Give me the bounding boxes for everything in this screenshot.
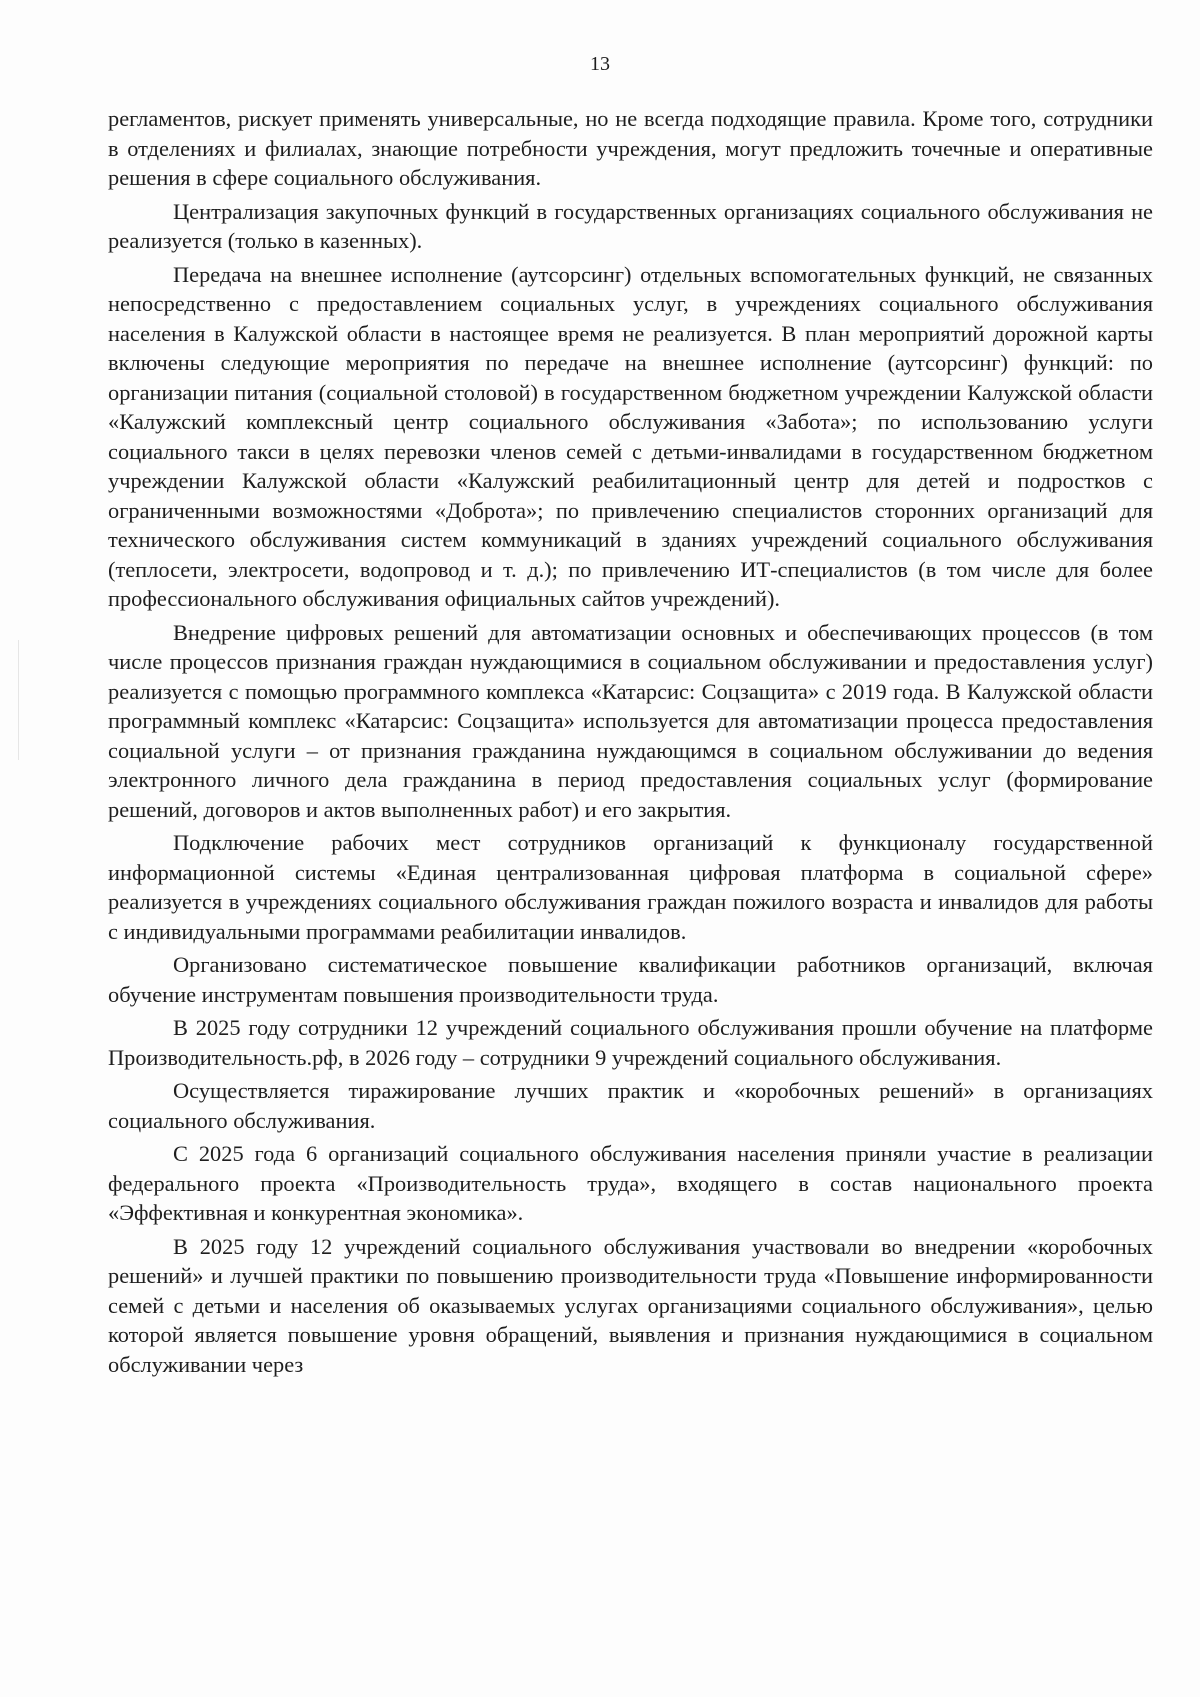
paragraph: Передача на внешнее исполнение (аутсорсинг) отдельных вспомогательных функций, не связанных непосредственно с предоставлением социальных услуг, в учреждениях социального обслуживания населения в Калужской области в настоящее время не реализуется. В план мероприятий дорожной карты включены следующие мероприятия по передаче на внешнее исполнение (аутсорсинг) функций: по организации питания (социальной столовой) в государственном бюджетном учреждении Калужской области «Калужский комплексный центр социального обслуживания «Забота»; по использованию услуги социального такси в целях перевозки членов семей с детьми-инвалидами в государственном бюджетном учреждении Калужской области «Калужский реабилитационный центр для детей и подростков с ограниченными возможностями «Доброта»; по привлечению специалистов сторонних организаций для технического обслуживания систем коммуникаций в зданиях учреждений социального обслуживания (теплосети, электросети, водопровод и т. д.); по привлечению ИТ-специалистов (в том числе для более профессионального обслуживания официальных сайтов учреждений). (108, 261, 1153, 611)
paragraph: С 2025 года 6 организаций социального обслуживания населения приняли участие в реализации федерального проекта «Производительность труда», входящего в состав национального проекта «Эффективная и конкурентная экономика». (108, 1141, 1153, 1225)
paragraph: регламентов, рискует применять универсальные, но не всегда подходящие правила. Кроме того, сотрудники в отделениях и филиалах, знающие потребности учреждения, могут предложить точечные и оперативные решения в сфере социального обслуживания. (108, 106, 1153, 190)
paragraph: Организовано систематическое повышение квалификации работников организаций, включая обучение инструментам повышения производительности труда. (108, 952, 1153, 1007)
paragraph: Централизация закупочных функций в государственных организациях социального обслуживания не реализуется (только в казенных). (108, 198, 1153, 253)
paragraph: В 2025 году сотрудники 12 учреждений социального обслуживания прошли обучение на платформе Производительность.рф, в 2026 году – сотрудники 9 учреждений социального обслуживания. (108, 1015, 1153, 1070)
paragraph: Внедрение цифровых решений для автоматизации основных и обеспечивающих процессов (в том числе процессов признания граждан нуждающимися в социальном обслуживании и предоставления услуг) реализуется с помощью программного комплекса «Катарсис: Соцзащита» с 2019 года. В Калужской области программный комплекс «Катарсис: Соцзащита» используется для автоматизации процесса предоставления социальной услуги – от признания гражданина нуждающимся в социальном обслуживании до ведения электронного личного дела гражданина в период предоставления социальных услуг (формирование решений, договоров и актов выполненных работ) и его закрытия. (108, 619, 1153, 822)
scan-edge-mark (18, 640, 19, 760)
page-number: 13 (590, 53, 610, 75)
paragraph: В 2025 году 12 учреждений социального обслуживания участвовали во внедрении «коробочных решений» и лучшей практики по повышению производительности труда «Повышение информированности семей с детьми и населения об оказываемых услугах организациями социального обслуживания», целью которой является повышение уровня обращений, выявления и признания нуждающимися в социальном обслуживании через (108, 1233, 1153, 1377)
document-body (108, 104, 1153, 1379)
paragraph: Осуществляется тиражирование лучших практик и «коробочных решений» в организациях социального обслуживания. (108, 1078, 1153, 1133)
paragraph: Подключение рабочих мест сотрудников организаций к функционалу государственной информационной системы «Единая централизованная цифровая платформа в социальной сфере» реализуется в учреждениях социального обслуживания граждан пожилого возраста и инвалидов для работы с индивидуальными программами реабилитации инвалидов. (108, 830, 1153, 944)
